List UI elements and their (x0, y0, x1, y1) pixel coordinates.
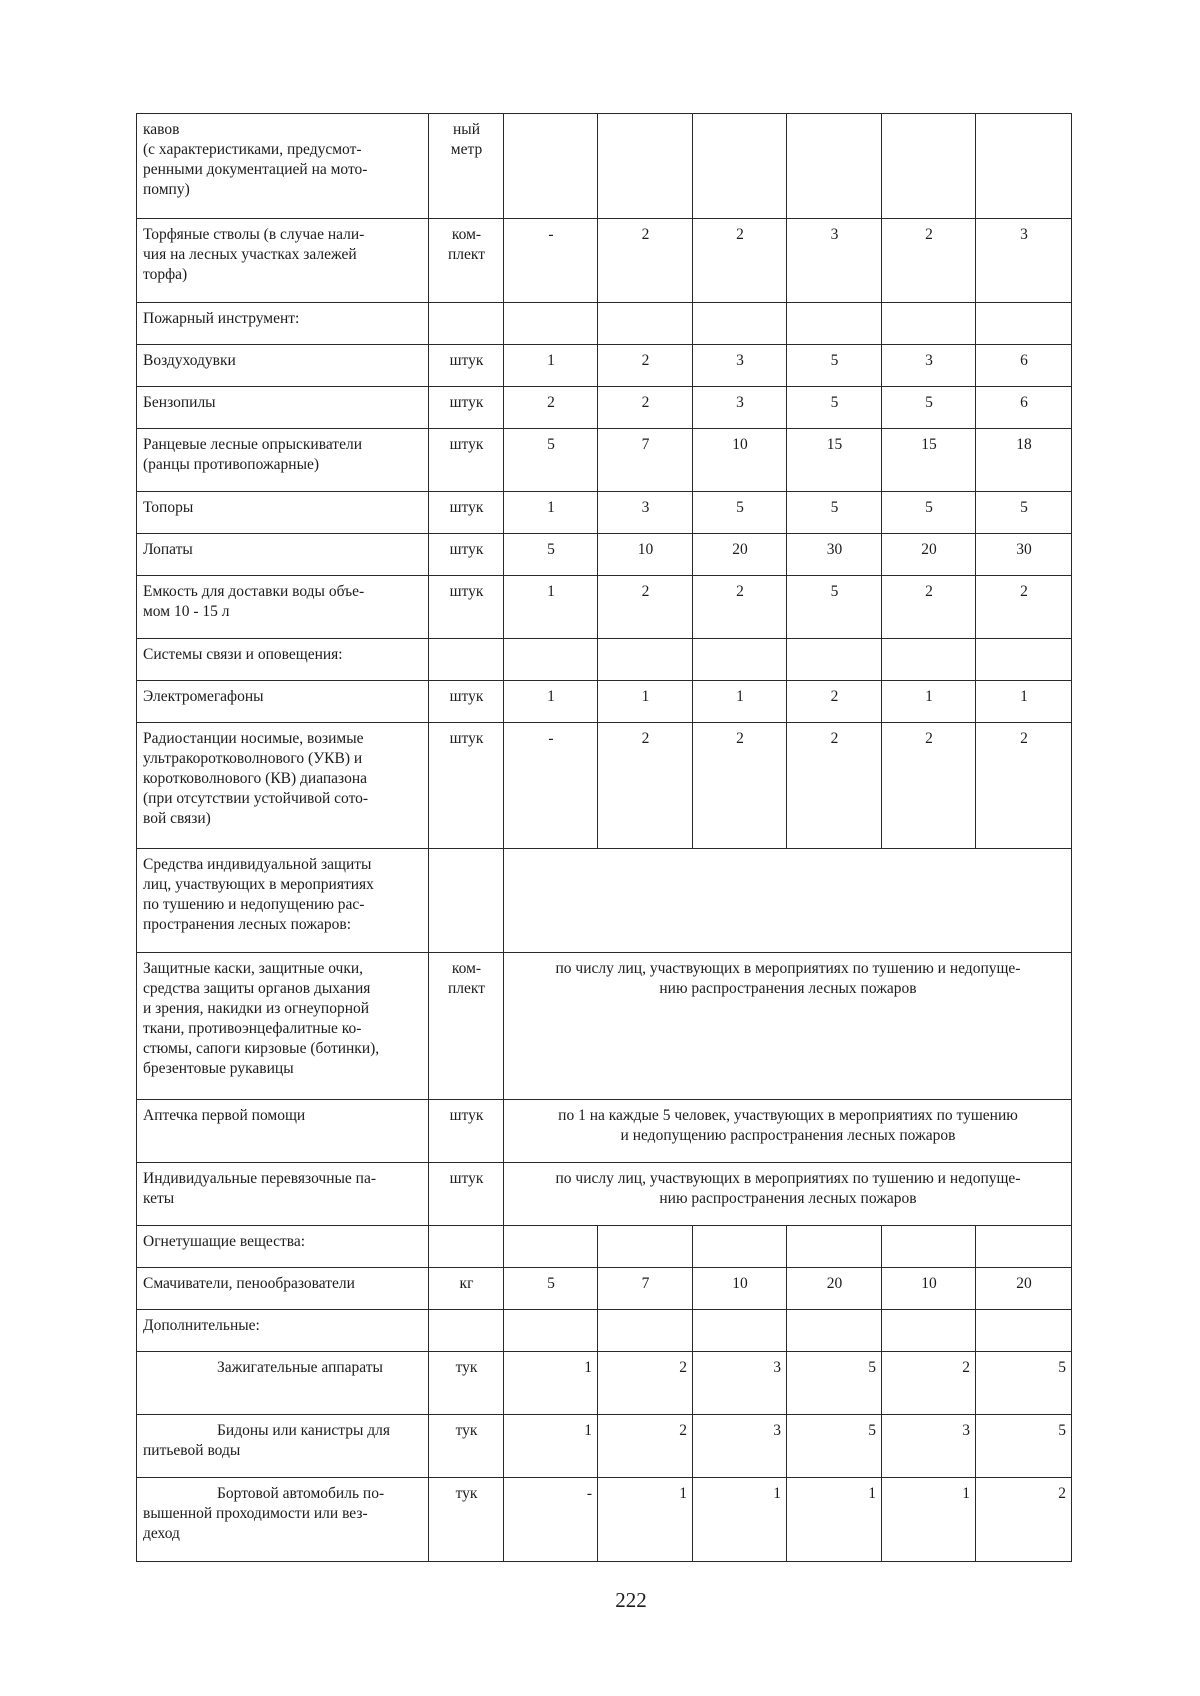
value-cell: 2 (976, 723, 1072, 849)
value-cell: 5 (976, 1352, 1072, 1415)
value-cell: 7 (598, 429, 693, 492)
value-cell (976, 1226, 1072, 1268)
value-cell (882, 1310, 976, 1352)
value-cell: 15 (882, 429, 976, 492)
item-name-cell: Торфяные стволы (в случае нали- чия на лесных участках залежей торфа) (137, 219, 429, 303)
unit-cell: штук (429, 345, 504, 387)
item-name-cell: Защитные каски, защитные очки, средства защиты органов дыхания и зрения, накидки из огнеупорной ткани, противоэнцефалитные ко- стюмы, сапоги кирзовые (ботинки), брезентовые рукавицы (137, 953, 429, 1100)
unit-cell: штук (429, 429, 504, 492)
value-cell (598, 1226, 693, 1268)
value-cell (787, 1226, 882, 1268)
value-cell: 2 (882, 576, 976, 639)
item-name-text: Бортовой автомобиль по- вышенной проходимости или вез- деход (143, 1485, 385, 1542)
item-name-cell: Огнетушащие вещества: (137, 1226, 429, 1268)
unit-cell: штук (429, 576, 504, 639)
table-row (137, 1268, 1072, 1310)
unit-cell (429, 639, 504, 681)
value-cell: 2 (598, 219, 693, 303)
value-cell: 3 (598, 492, 693, 534)
unit-cell: тук (429, 1352, 504, 1415)
value-cell: 18 (976, 429, 1072, 492)
value-cell (976, 114, 1072, 219)
item-name-cell: Дополнительные: (137, 1310, 429, 1352)
unit-cell: ком- плект (429, 953, 504, 1100)
value-cell: 6 (976, 387, 1072, 429)
value-cell: 3 (882, 1415, 976, 1478)
unit-cell: штук (429, 723, 504, 849)
merged-blank-cell (504, 849, 1072, 953)
table-row (137, 1478, 1072, 1562)
value-cell: 2 (882, 723, 976, 849)
value-cell (598, 303, 693, 345)
unit-cell: штук (429, 534, 504, 576)
unit-cell: штук (429, 492, 504, 534)
item-name-cell: Воздуходувки (137, 345, 429, 387)
value-cell (882, 114, 976, 219)
value-cell (882, 303, 976, 345)
value-cell: 2 (976, 1478, 1072, 1562)
table-row (137, 219, 1072, 303)
value-cell: 2 (976, 576, 1072, 639)
value-cell: 1 (976, 681, 1072, 723)
value-cell: 2 (787, 723, 882, 849)
value-cell (976, 639, 1072, 681)
value-cell (882, 639, 976, 681)
unit-cell (429, 1226, 504, 1268)
unit-cell: штук (429, 1100, 504, 1163)
value-cell: 3 (693, 387, 787, 429)
value-cell (693, 1226, 787, 1268)
value-cell: 7 (598, 1268, 693, 1310)
page-number: 222 (615, 1588, 647, 1612)
value-cell: 1 (693, 681, 787, 723)
item-name-cell (137, 1478, 429, 1562)
value-cell (882, 1226, 976, 1268)
value-cell: 1 (598, 1478, 693, 1562)
value-cell: 30 (976, 534, 1072, 576)
value-cell: 5 (787, 1352, 882, 1415)
value-cell: 5 (976, 492, 1072, 534)
item-name-cell: Пожарный инструмент: (137, 303, 429, 345)
value-cell (976, 303, 1072, 345)
value-cell: 1 (693, 1478, 787, 1562)
value-cell (598, 639, 693, 681)
unit-cell: тук (429, 1415, 504, 1478)
unit-cell: кг (429, 1268, 504, 1310)
value-cell: 3 (976, 219, 1072, 303)
value-cell: 10 (693, 1268, 787, 1310)
item-name-cell: Бензопилы (137, 387, 429, 429)
table-body (137, 114, 1072, 1562)
value-cell: 20 (787, 1268, 882, 1310)
table-row (137, 114, 1072, 219)
value-cell (598, 1310, 693, 1352)
unit-cell: штук (429, 387, 504, 429)
value-cell: 2 (693, 723, 787, 849)
item-name-cell: кавов (с характеристиками, предусмот- ренными документацией на мото- помпу) (137, 114, 429, 219)
item-name-cell: Емкость для доставки воды объе- мом 10 - 15 л (137, 576, 429, 639)
value-cell: 2 (787, 681, 882, 723)
value-cell: 5 (504, 429, 598, 492)
item-name-cell: Лопаты (137, 534, 429, 576)
value-cell: 1 (787, 1478, 882, 1562)
table-row (137, 429, 1072, 492)
value-cell (504, 303, 598, 345)
value-cell: 2 (504, 387, 598, 429)
unit-cell: штук (429, 681, 504, 723)
table-row (137, 534, 1072, 576)
value-cell: - (504, 723, 598, 849)
value-cell: 5 (882, 387, 976, 429)
table-row (137, 387, 1072, 429)
value-cell: 3 (787, 219, 882, 303)
item-name-cell: Системы связи и оповещения: (137, 639, 429, 681)
value-cell: 5 (882, 492, 976, 534)
value-cell: - (504, 1478, 598, 1562)
table-row (137, 345, 1072, 387)
item-name-cell (137, 1352, 429, 1415)
value-cell: 2 (598, 576, 693, 639)
value-cell: - (504, 219, 598, 303)
value-cell: 2 (693, 219, 787, 303)
unit-cell: ный метр (429, 114, 504, 219)
table-row (137, 1310, 1072, 1352)
value-cell: 1 (598, 681, 693, 723)
value-cell: 6 (976, 345, 1072, 387)
value-cell: 2 (598, 1352, 693, 1415)
value-cell (787, 1310, 882, 1352)
value-cell (787, 303, 882, 345)
value-cell: 1 (882, 1478, 976, 1562)
value-cell (693, 114, 787, 219)
value-cell: 5 (787, 492, 882, 534)
item-name-cell: Радиостанции носимые, возимые ультракоротковолнового (УКВ) и коротковолнового (КВ) диапазона (при отсутствии устойчивой сото- вой связи) (137, 723, 429, 849)
table-row (137, 1226, 1072, 1268)
value-cell: 10 (598, 534, 693, 576)
item-name-cell: Топоры (137, 492, 429, 534)
value-cell: 1 (504, 492, 598, 534)
value-cell: 5 (976, 1415, 1072, 1478)
item-name-text: Зажигательные аппараты (217, 1359, 383, 1376)
value-cell: 2 (598, 387, 693, 429)
value-cell: 10 (693, 429, 787, 492)
value-cell (693, 303, 787, 345)
value-cell: 20 (976, 1268, 1072, 1310)
table-row (137, 1352, 1072, 1415)
norm-note-cell: по числу лиц, участвующих в мероприятиях по тушению и недопуще- нию распространения лесных пожаров (504, 953, 1072, 1100)
value-cell: 2 (598, 723, 693, 849)
value-cell (693, 1310, 787, 1352)
value-cell: 1 (504, 345, 598, 387)
item-name-cell: Индивидуальные перевязочные па- кеты (137, 1163, 429, 1226)
value-cell (504, 1310, 598, 1352)
value-cell (598, 114, 693, 219)
value-cell: 1 (504, 1415, 598, 1478)
table-row (137, 849, 1072, 953)
value-cell: 2 (598, 345, 693, 387)
value-cell (504, 114, 598, 219)
table-row (137, 1163, 1072, 1226)
unit-cell: тук (429, 1478, 504, 1562)
value-cell: 5 (504, 1268, 598, 1310)
table-row (137, 1415, 1072, 1478)
value-cell: 1 (882, 681, 976, 723)
table-row (137, 953, 1072, 1100)
value-cell: 1 (504, 681, 598, 723)
value-cell: 5 (787, 345, 882, 387)
table-row (137, 576, 1072, 639)
value-cell: 20 (882, 534, 976, 576)
item-name-text: Бидоны или канистры для питьевой воды (143, 1422, 391, 1459)
value-cell (504, 1226, 598, 1268)
value-cell (504, 639, 598, 681)
value-cell: 5 (504, 534, 598, 576)
value-cell: 5 (787, 1415, 882, 1478)
value-cell: 5 (787, 387, 882, 429)
item-name-cell: Аптечка первой помощи (137, 1100, 429, 1163)
norm-note-cell: по 1 на каждые 5 человек, участвующих в мероприятиях по тушению и недопущению распространения лесных пожаров (504, 1100, 1072, 1163)
value-cell: 3 (693, 1352, 787, 1415)
table-row (137, 1100, 1072, 1163)
value-cell: 2 (598, 1415, 693, 1478)
value-cell: 2 (882, 219, 976, 303)
table-row (137, 492, 1072, 534)
table-row (137, 681, 1072, 723)
item-name-cell: Электромегафоны (137, 681, 429, 723)
value-cell: 3 (693, 1415, 787, 1478)
value-cell: 15 (787, 429, 882, 492)
unit-cell: ком- плект (429, 219, 504, 303)
value-cell: 10 (882, 1268, 976, 1310)
value-cell: 5 (693, 492, 787, 534)
unit-cell (429, 849, 504, 953)
value-cell: 3 (693, 345, 787, 387)
unit-cell (429, 303, 504, 345)
item-name-cell (137, 1415, 429, 1478)
value-cell: 1 (504, 1352, 598, 1415)
table-row (137, 723, 1072, 849)
value-cell (976, 1310, 1072, 1352)
value-cell (693, 639, 787, 681)
section-header-cell: Средства индивидуальной защиты лиц, участвующих в мероприятиях по тушению и недопущению рас- пространения лесных пожаров: (137, 849, 429, 953)
norm-note-cell: по числу лиц, участвующих в мероприятиях по тушению и недопуще- нию распространения лесных пожаров (504, 1163, 1072, 1226)
value-cell: 20 (693, 534, 787, 576)
value-cell (787, 114, 882, 219)
unit-cell: штук (429, 1163, 504, 1226)
value-cell: 2 (882, 1352, 976, 1415)
equipment-table (136, 113, 1072, 1562)
value-cell: 3 (882, 345, 976, 387)
unit-cell (429, 1310, 504, 1352)
value-cell (787, 639, 882, 681)
item-name-cell: Смачиватели, пенообразователи (137, 1268, 429, 1310)
value-cell: 5 (787, 576, 882, 639)
value-cell: 1 (504, 576, 598, 639)
table-row (137, 639, 1072, 681)
value-cell: 2 (693, 576, 787, 639)
value-cell: 30 (787, 534, 882, 576)
item-name-cell: Ранцевые лесные опрыскиватели (ранцы противопожарные) (137, 429, 429, 492)
table-row (137, 303, 1072, 345)
